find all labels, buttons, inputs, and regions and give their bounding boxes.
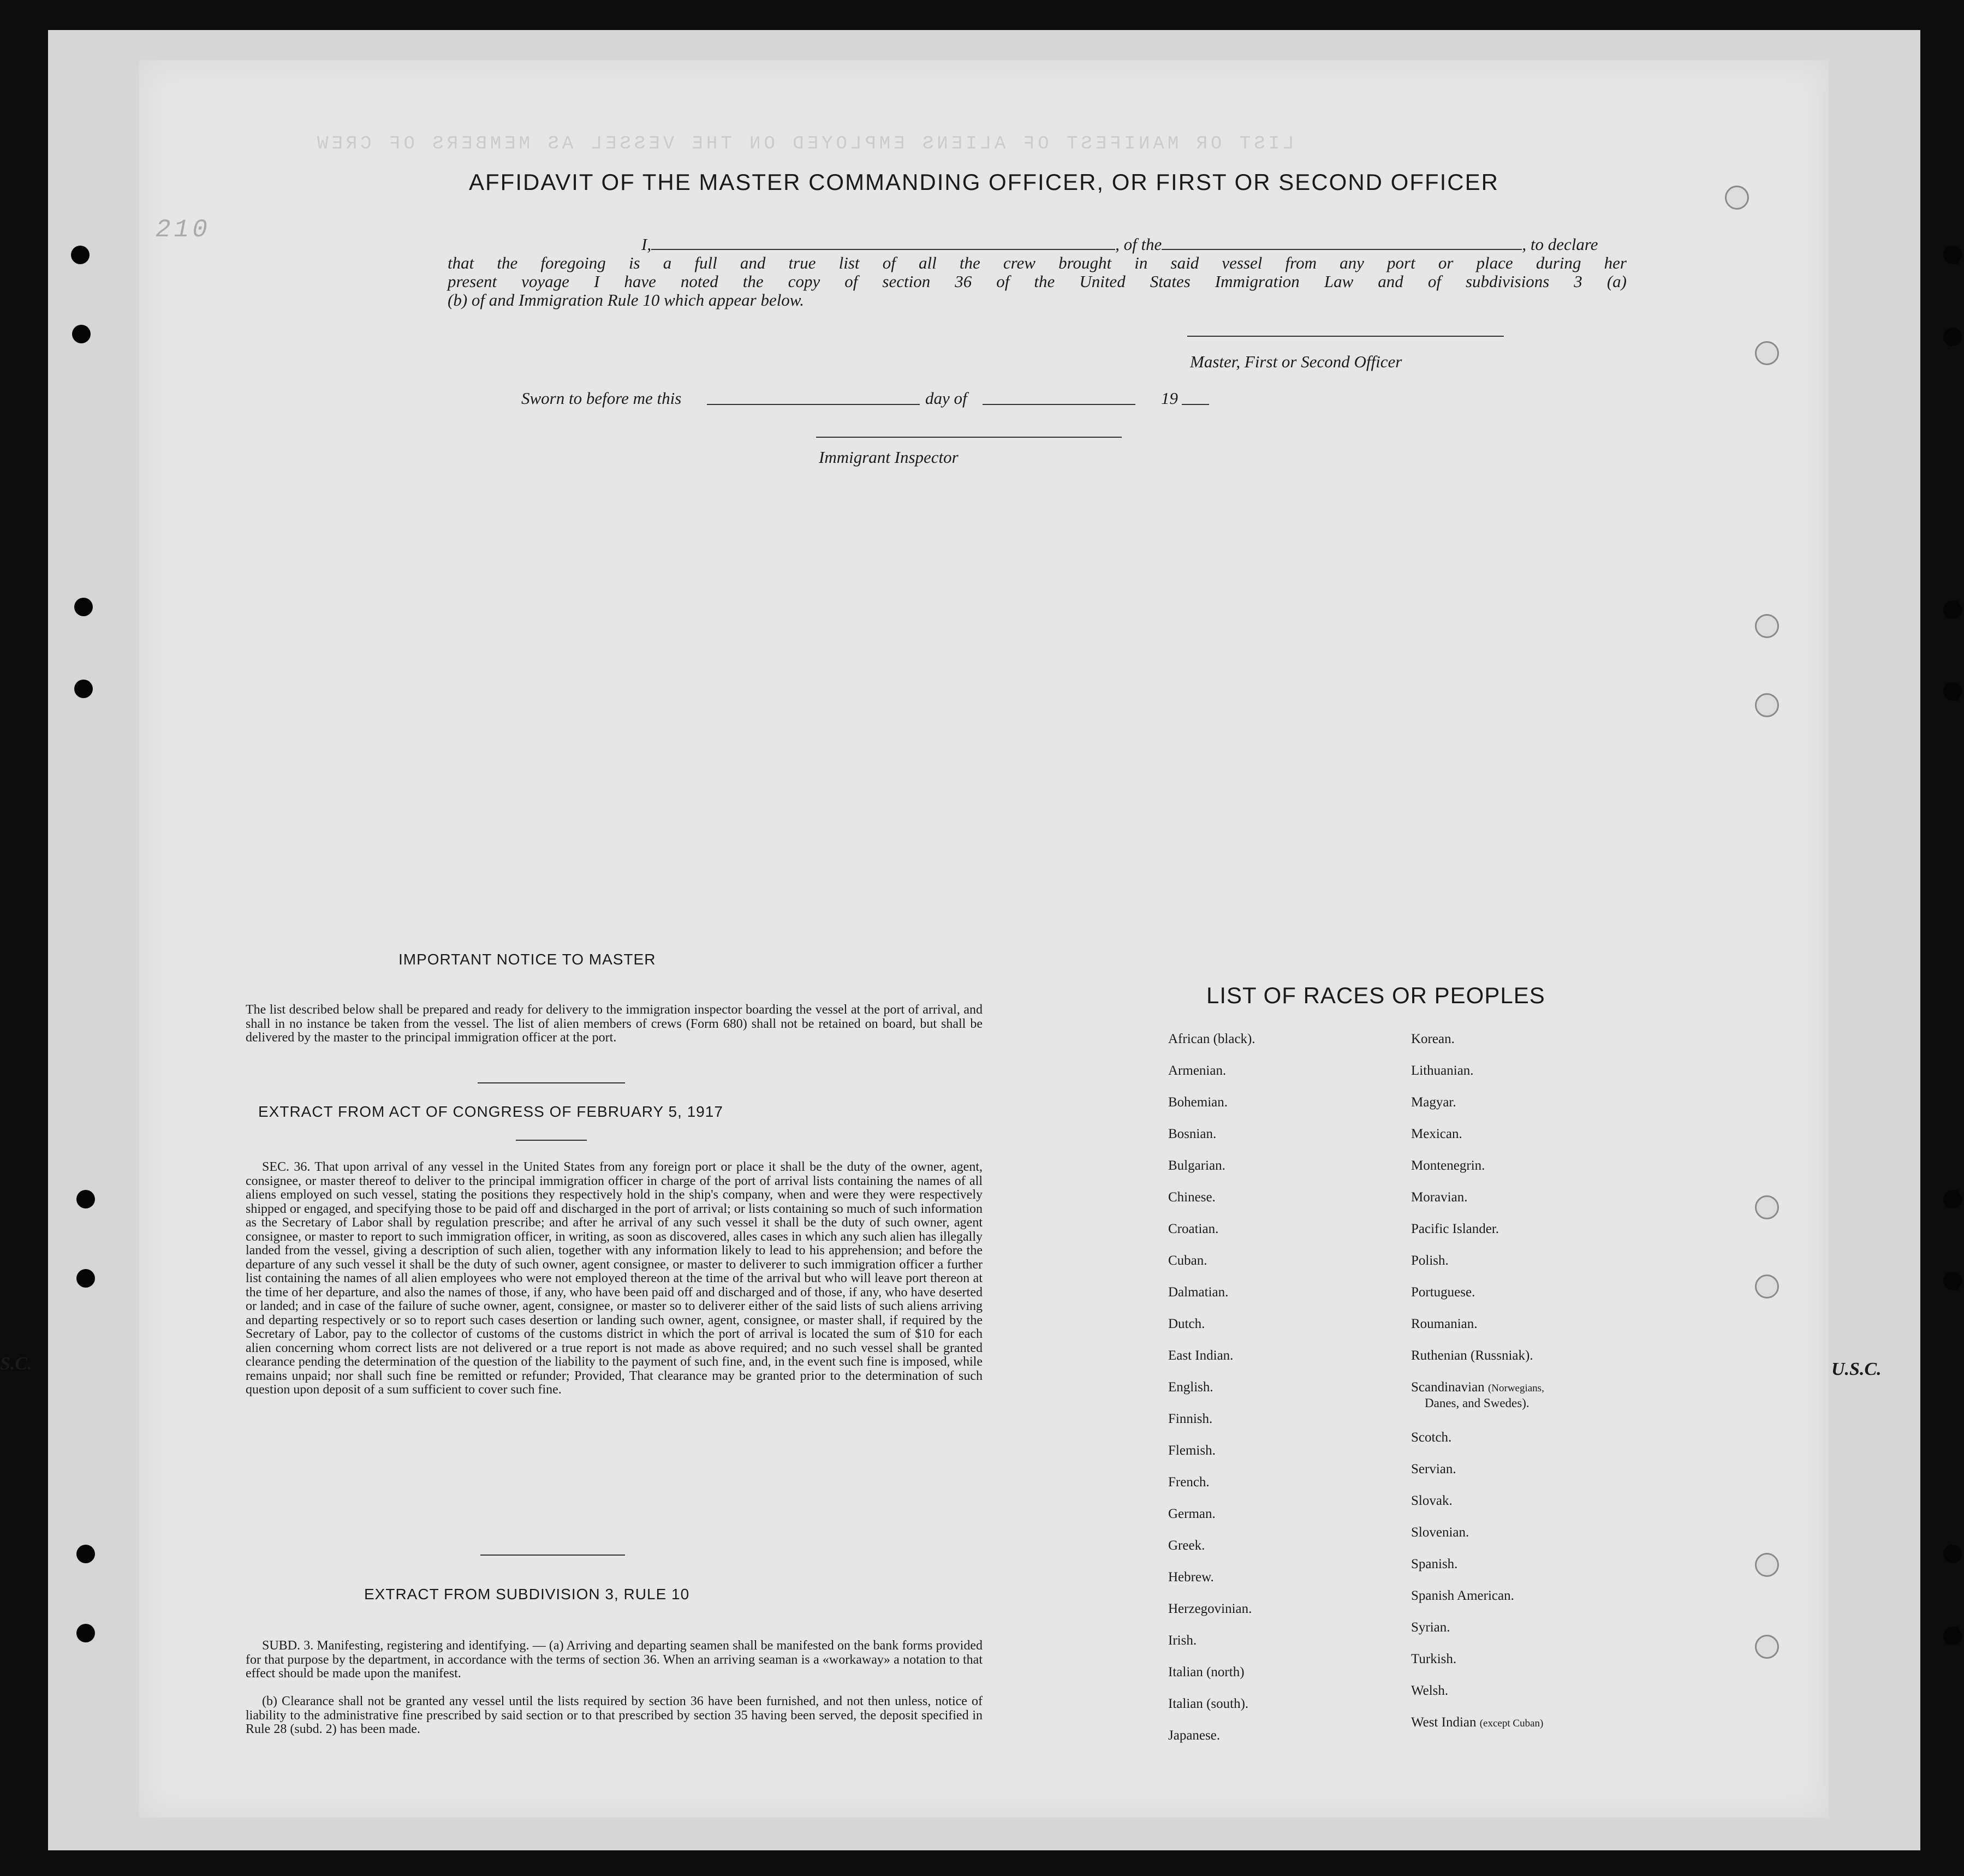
sworn-day-blank[interactable]: [707, 391, 920, 405]
race-item: Chinese.: [1168, 1190, 1216, 1205]
race-item: Herzegovinian.: [1168, 1601, 1252, 1616]
race-item: East Indian.: [1168, 1348, 1234, 1363]
race-item: Portuguese.: [1411, 1285, 1475, 1300]
race-item: Bohemian.: [1168, 1095, 1228, 1110]
race-item: Moravian.: [1411, 1190, 1468, 1205]
race-item: Bulgarian.: [1168, 1158, 1225, 1173]
race-item: Slovenian.: [1411, 1525, 1469, 1540]
race-item: German.: [1168, 1506, 1216, 1521]
race-item: Mexican.: [1411, 1127, 1462, 1141]
punch-hole: [1943, 600, 1962, 619]
sworn-day-of: day of: [925, 389, 967, 408]
affidavit-body: [448, 236, 1627, 310]
punch-hole: [1943, 1272, 1962, 1290]
race-item: Montenegrin.: [1411, 1158, 1485, 1173]
divider: [516, 1140, 587, 1141]
race-item: Italian (north): [1168, 1665, 1245, 1680]
race-item: Roumanian.: [1411, 1317, 1478, 1331]
punch-hole: [71, 246, 90, 264]
rule-text-a: SUBD. 3. Manifesting, registering and identifying. — (a) Arriving and departing seamen shall be manifested on the bank forms provided for that purpose by the department, in accordance with the terms of section 36. When an arriving seaman is a «workaway» a notation to that effect should be made upon the manifest.: [246, 1639, 983, 1681]
race-item: Dalmatian.: [1168, 1285, 1229, 1300]
race-item: Armenian.: [1168, 1063, 1227, 1078]
sworn-month-blank[interactable]: [983, 391, 1135, 405]
race-item: Polish.: [1411, 1253, 1449, 1268]
vessel-blank[interactable]: [1162, 236, 1522, 250]
punch-hole: [1943, 1627, 1962, 1645]
inspector-signature-line: [816, 437, 1122, 438]
race-item: Irish.: [1168, 1633, 1197, 1648]
race-item: Croatian.: [1168, 1222, 1219, 1236]
race-item: Japanese.: [1168, 1728, 1221, 1743]
race-item: Slovak.: [1411, 1493, 1453, 1508]
punch-hole: [76, 1624, 95, 1642]
race-item: Ruthenian (Russniak).: [1411, 1348, 1533, 1363]
inspector-label: Immigrant Inspector: [819, 448, 959, 467]
master-signature-label: Master, First or Second Officer: [1190, 352, 1402, 371]
affidavit-of-the: , of the: [1115, 235, 1162, 254]
race-item: Turkish.: [1411, 1652, 1457, 1666]
affidavit-line-4: (b) of and Immigration Rule 10 which appear below.: [448, 290, 804, 309]
race-label: Scandinavian: [1411, 1380, 1485, 1395]
race-item: Spanish American.: [1411, 1588, 1514, 1603]
binder-ring: [1755, 693, 1779, 717]
race-item: Dutch.: [1168, 1317, 1205, 1331]
punch-hole: [1943, 1190, 1962, 1208]
sworn-label: Sworn to before me this: [521, 389, 682, 408]
punch-hole: [76, 1545, 95, 1563]
notice-text: The list described below shall be prepared and ready for delivery to the immigration inspector boarding the vessel at the port of arrival, and shall in no instance be taken from the vessel. The list of alien members of crews (Form 680) shall not be retained on board, but shall be delivered by the master to the principal immigration officer at the port.: [246, 1003, 983, 1045]
punch-hole: [74, 598, 93, 616]
affidavit-line-3: present voyage I have noted the copy of section 36 of the United States Immigration Law and of subdivisions 3 (a): [448, 272, 1627, 291]
punch-hole: [1943, 682, 1962, 701]
divider: [478, 1082, 625, 1083]
right-edge-label: U.S.C.: [1831, 1359, 1882, 1379]
race-item: Hebrew.: [1168, 1570, 1214, 1585]
ghost-manifest-title: LIST OR MANIFEST OF ALIENS EMPLOYED ON THE VESSEL AS MEMBERS OF CREW: [314, 134, 1294, 154]
sworn-year: 19: [1161, 389, 1178, 408]
binder-ring: [1755, 1195, 1779, 1219]
race-item: Spanish.: [1411, 1557, 1458, 1571]
left-edge-label: S.C.: [0, 1354, 32, 1374]
race-item: Lithuanian.: [1411, 1063, 1474, 1078]
race-item: Magyar.: [1411, 1095, 1456, 1110]
race-note: (except Cuban): [1479, 1718, 1544, 1729]
margin-note: 210: [156, 216, 211, 244]
act-text: SEC. 36. That upon arrival of any vessel in the United States from any foreign port or place it shall be the duty of the owner, agent, consignee, or master thereof to deliver to the principal immigration officer in charge of the port of arrival lists containing the names of all aliens employed on such vessel, stating the positions they respectively hold in the ship's company, when and were they were respectively shipped or engaged, and specifying those to be paid off and discharged in the port of arrival; or lists containing so much of such information as the Secretary of Labor shall by regulation prescribe; and after he arrival of any such vessel it shall be the duty of such owner, agent consignee, or master to report to such immigration officer, in writing, as soon as discovered, alles cases in which any such alien has illegally landed from the vessel, giving a description of such alien, together with any information likely to lead to his apprehension; and before the departure of any such vessel it shall be the duty of such owner, agent consignee, or master to deliverer to such immigration officer a further list containing the names of all alien employees who were not employed thereon at the time of the arrival but who will leave port thereon at the time of her departure, and also the names of those, if any, who have been paid off and discharged and of those, if any, who have deserted or landed; and in case of the failure of suche owner, agent, consignee, or master so to deliverer either of the said lists of such aliens arriving and departing respectively or so to report such cases desertion or landing such owner, agent, consignee, or master shall, if required by the Secretary of Labor, pay to the collector of customs of the customs district in which the port of arrival is located the sum of $10 for each alien concerning whom correct lists are not delivered or a true report is not made as above required; and no such vessel shall be granted clearance pending the determination of the question of the liability to the payment of such fine, and, in the event such fine is imposed, while remains unpaid; nor shall such fine be remitted or refunder; Provided, That clearance may be granted prior to the determination of such question upon deposit of a sum sufficient to cover such fine.: [246, 1160, 983, 1397]
race-item: Syrian.: [1411, 1620, 1450, 1635]
master-signature-line: [1187, 336, 1504, 337]
race-item: African (black).: [1168, 1032, 1255, 1046]
punch-hole: [76, 1190, 95, 1208]
race-item-west-indian: [1411, 1715, 1543, 1730]
punch-hole: [74, 680, 93, 698]
binder-ring: [1755, 341, 1779, 365]
act-heading: EXTRACT FROM ACT OF CONGRESS OF FEBRUARY 5, 1917: [258, 1103, 723, 1120]
race-item: Greek.: [1168, 1538, 1205, 1553]
affidavit-sheet: [139, 60, 1829, 1818]
punch-hole: [72, 325, 91, 343]
punch-hole: [1943, 246, 1962, 264]
binder-ring: [1755, 614, 1779, 638]
binder-ring: [1755, 1275, 1779, 1299]
punch-hole: [76, 1269, 95, 1288]
binder-ring: [1755, 1635, 1779, 1659]
race-item: Korean.: [1411, 1032, 1455, 1046]
punch-hole: [1943, 327, 1962, 346]
rule-heading: EXTRACT FROM SUBDIVISION 3, RULE 10: [364, 1586, 690, 1603]
race-item: French.: [1168, 1475, 1210, 1490]
race-item: English.: [1168, 1380, 1213, 1395]
affidavit-i: I,: [641, 235, 652, 254]
affidavit-line-2: that the foregoing is a full and true list of all the crew brought in said vessel from any port or place during her: [448, 253, 1627, 272]
binder-ring: [1755, 1553, 1779, 1577]
race-item: Flemish.: [1168, 1443, 1216, 1458]
race-item: Italian (south).: [1168, 1696, 1249, 1711]
divider: [480, 1555, 625, 1556]
affidavit-declare: , to declare: [1522, 235, 1598, 254]
race-label: West Indian: [1411, 1715, 1477, 1730]
notice-heading: IMPORTANT NOTICE TO MASTER: [398, 951, 656, 968]
race-item: Pacific Islander.: [1411, 1222, 1499, 1236]
race-item-scandinavian: [1411, 1380, 1544, 1395]
affidavit-title: AFFIDAVIT OF THE MASTER COMMANDING OFFICER, OR FIRST OR SECOND OFFICER: [469, 169, 1499, 195]
rule-text-b: (b) Clearance shall not be granted any vessel until the lists required by section 36 have been furnished, and not then unless, notice of liability to the administrative fine prescribed by said section or to that prescribed by section 35 having been served, the deposit specified in Rule 28 (subd. 2) has been made.: [246, 1694, 983, 1736]
affidavit-line-1: [448, 236, 1627, 254]
races-title: LIST OF RACES OR PEOPLES: [1206, 982, 1545, 1008]
race-item: Finnish.: [1168, 1412, 1213, 1426]
race-item: Bosnian.: [1168, 1127, 1217, 1141]
race-item: Scotch.: [1411, 1430, 1452, 1445]
race-note: (Norwegians,: [1487, 1383, 1544, 1394]
race-item: Welsh.: [1411, 1683, 1449, 1698]
name-blank[interactable]: [651, 236, 1115, 250]
punch-hole: [1943, 1545, 1962, 1563]
race-item: Servian.: [1411, 1462, 1456, 1476]
race-item: Cuban.: [1168, 1253, 1207, 1268]
race-note-line: Danes, and Swedes).: [1425, 1396, 1529, 1410]
sworn-year-blank[interactable]: [1182, 391, 1209, 405]
